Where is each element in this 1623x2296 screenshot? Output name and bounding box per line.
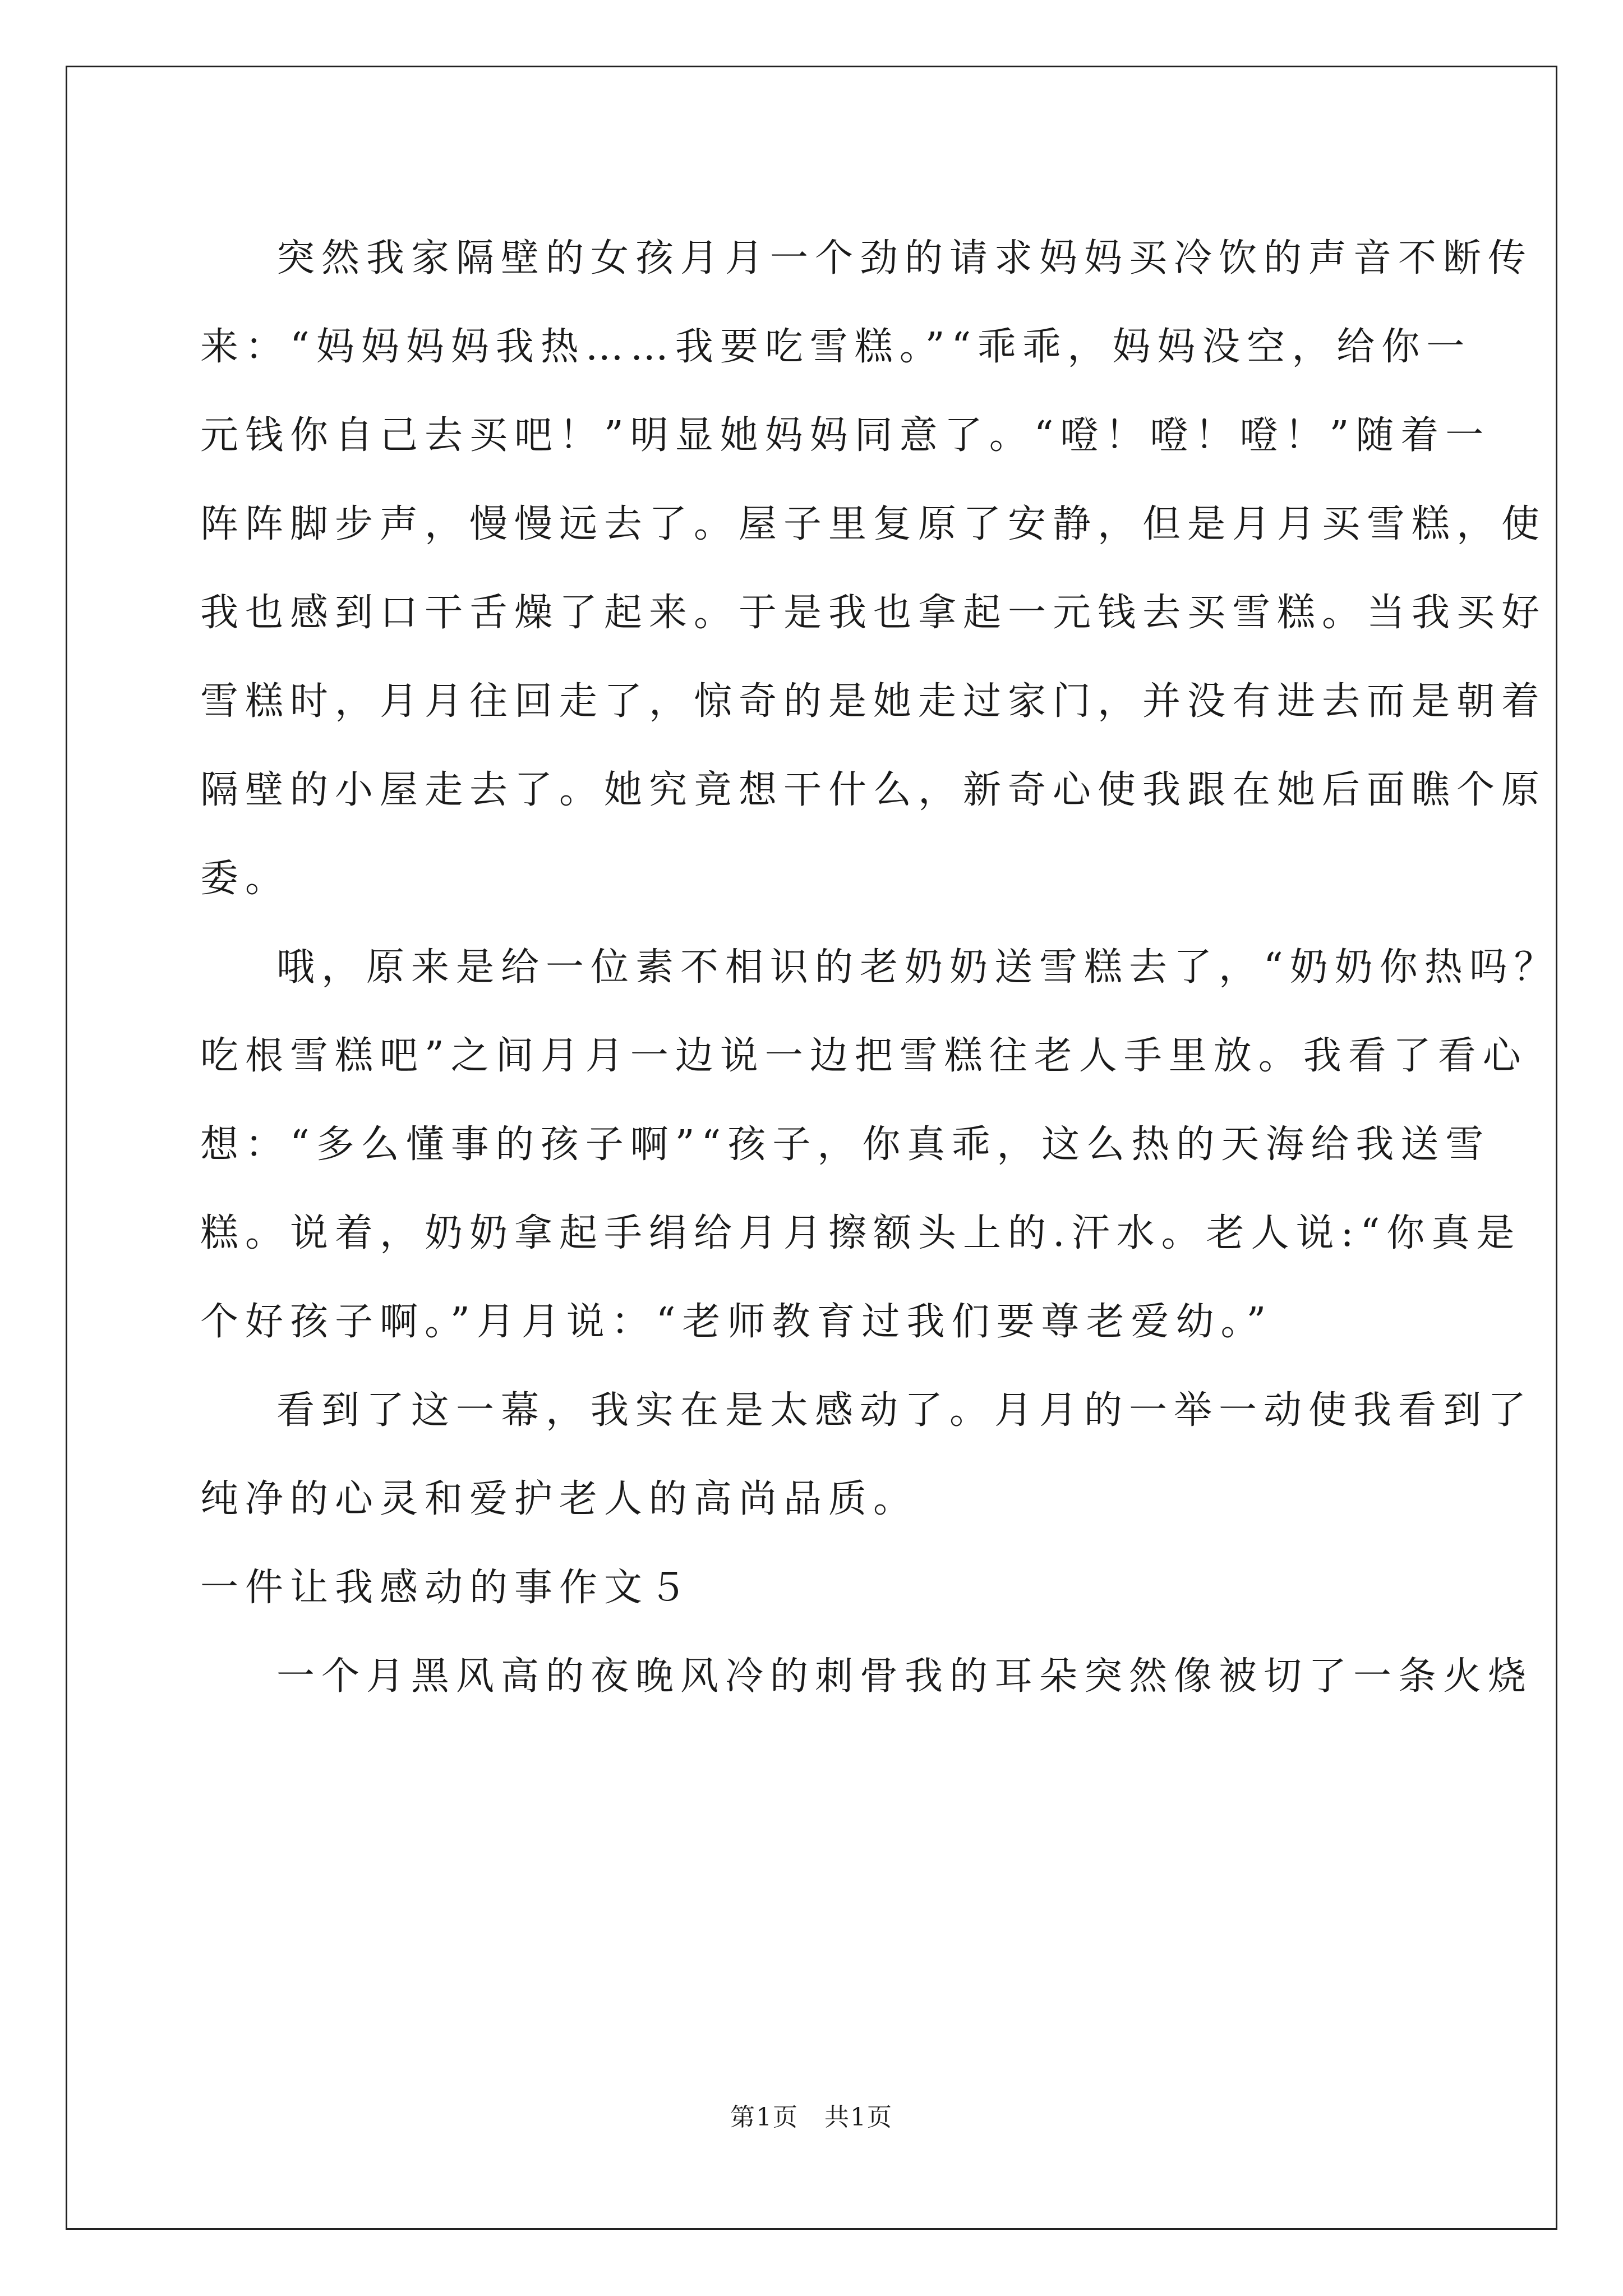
document-body	[200, 214, 1559, 1721]
text-line: 雪糕时，月月往回走了，惊奇的是她走过家门，并没有进去而是朝着	[200, 679, 1547, 724]
text-line: 纯净的心灵和爱护老人的高尚品质。	[200, 1477, 919, 1521]
text-line: 吃根雪糕吧”之间月月一边说一边把雪糕往老人手里放。我看了看心	[200, 1034, 1528, 1078]
section-heading: 一件让我感动的事作文５	[200, 1566, 694, 1610]
text-line: 来：“妈妈妈妈我热……我要吃雪糕。”“乖乖，妈妈没空，给你一	[200, 325, 1472, 369]
text-line: 我也感到口干舌燥了起来。于是我也拿起一元钱去买雪糕。当我买好	[200, 591, 1547, 635]
page-footer: 第1页 共1页	[730, 2103, 893, 2132]
text-line: 委。	[200, 857, 291, 901]
text-line: 哦，原来是给一位素不相识的老奶奶送雪糕去了，“奶奶你热吗？	[276, 945, 1559, 990]
text-line: 隔壁的小屋走去了。她究竟想干什么，新奇心使我跟在她后面瞧个原	[200, 768, 1547, 812]
text-line: 糕。说着，奶奶拿起手绢给月月擦额头上的.汗水。老人说:“你真是	[200, 1211, 1521, 1255]
text-line: 看到了这一幕，我实在是太感动了。月月的一举一动使我看到了	[276, 1388, 1533, 1433]
text-line: 想：“多么懂事的孩子啊”“孩子，你真乖，这么热的天海给我送雪	[200, 1122, 1491, 1167]
text-line: 个好孩子啊。”月月说：“老师教育过我们要尊老爱幼。”	[200, 1300, 1273, 1344]
text-line: 一个月黑风高的夜晚风冷的刺骨我的耳朵突然像被切了一条火烧	[276, 1654, 1533, 1699]
text-line: 突然我家隔壁的女孩月月一个劲的请求妈妈买冷饮的声音不断传	[276, 236, 1533, 280]
text-line: 元钱你自己去买吧！”明显她妈妈同意了。“噔！噔！噔！”随着一	[200, 413, 1491, 458]
text-line: 阵阵脚步声，慢慢远去了。屋子里复原了安静，但是月月买雪糕，使	[200, 502, 1547, 546]
